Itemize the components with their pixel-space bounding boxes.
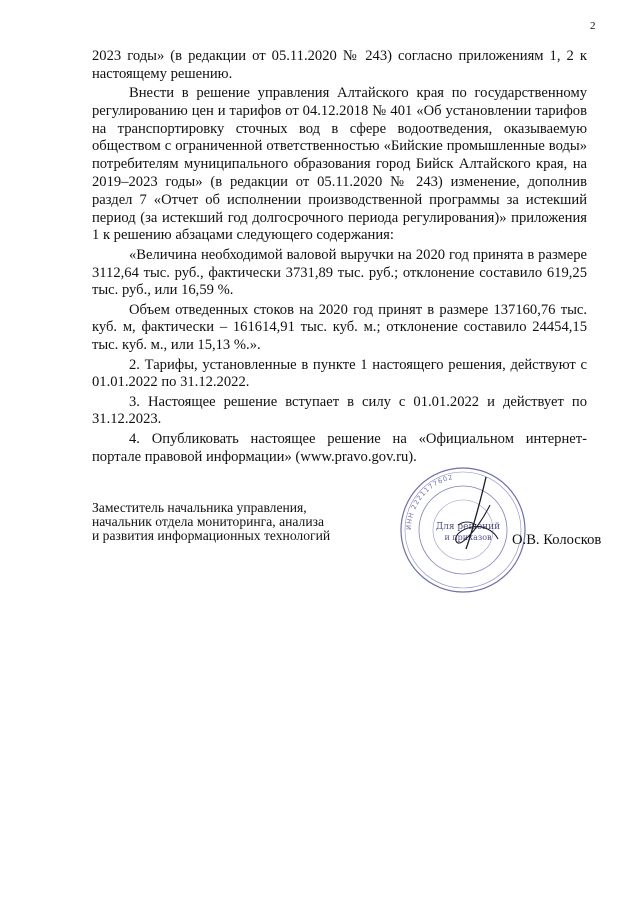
position-line-1: Заместитель начальника управления, bbox=[92, 500, 307, 515]
paragraph-amendment: Внести в решение управления Алтайского края по государственному регулированию цен и тарифов от 04.12.2018 № 401 «Об установлении тарифов на транспортировку сточных вод в сфере водоотведения, оказываемую обществом с ограниченной ответственностью «Бийские промышленные воды» потребителям муниципального образования город Бийск Алтайского края, на 2019–2023 годы» (в редакции от 05.11.2020 № 243) изменение, дополнив раздел 7 «Отчет об исполнении производственной программы за истекший период (за истекший год долгосрочного периода регулирования)» приложения 1 к решению абзацами следующего содержания: bbox=[92, 85, 587, 244]
paragraph-item-3: 3. Настоящее решение вступает в силу с 01.01.2022 и действует по 31.12.2023. bbox=[92, 393, 587, 428]
stamp-center-line-2: и приказов bbox=[444, 533, 492, 542]
document-body bbox=[92, 48, 587, 468]
paragraph-volume: Объем отведенных стоков на 2020 год принят в размере 137160,76 тыс. куб. м, фактически – 161614,91 тыс. куб. м.; отклонение составило 24454,15 тыс. куб. м., или 15,13 %.». bbox=[92, 301, 587, 354]
position-line-3: и развития информационных технологий bbox=[92, 528, 331, 544]
paragraph-revenue: «Величина необходимой валовой выручки на 2020 год принята в размере 3112,64 тыс. руб., фактически 3731,89 тыс. руб.; отклонение составило 619,25 тыс. руб., или 16,59 %. bbox=[92, 246, 587, 299]
stamp-ring-text: ИНН 2221177602 bbox=[404, 472, 455, 531]
paragraph-item-2: 2. Тарифы, установленные в пункте 1 настоящего решения, действуют с 01.01.2022 по 31.12.2022. bbox=[92, 356, 587, 391]
paragraph-item-4: 4. Опубликовать настоящее решение на «Официальном интернет-портале правовой информации» (www.pravo.gov.ru). bbox=[92, 430, 587, 465]
stamp-center-line-1: Для решений bbox=[435, 522, 501, 532]
page-number: 2 bbox=[590, 20, 596, 32]
official-stamp bbox=[398, 465, 528, 595]
signatory-name: О.В. Колосков bbox=[512, 532, 602, 548]
paragraph-continuation: 2023 годы» (в редакции от 05.11.2020 № 243) согласно приложениям 1, 2 к настоящему решению. bbox=[92, 48, 587, 82]
signatory-position bbox=[92, 501, 330, 544]
position-line-2: начальник отдела мониторинга, анализа bbox=[92, 514, 325, 530]
